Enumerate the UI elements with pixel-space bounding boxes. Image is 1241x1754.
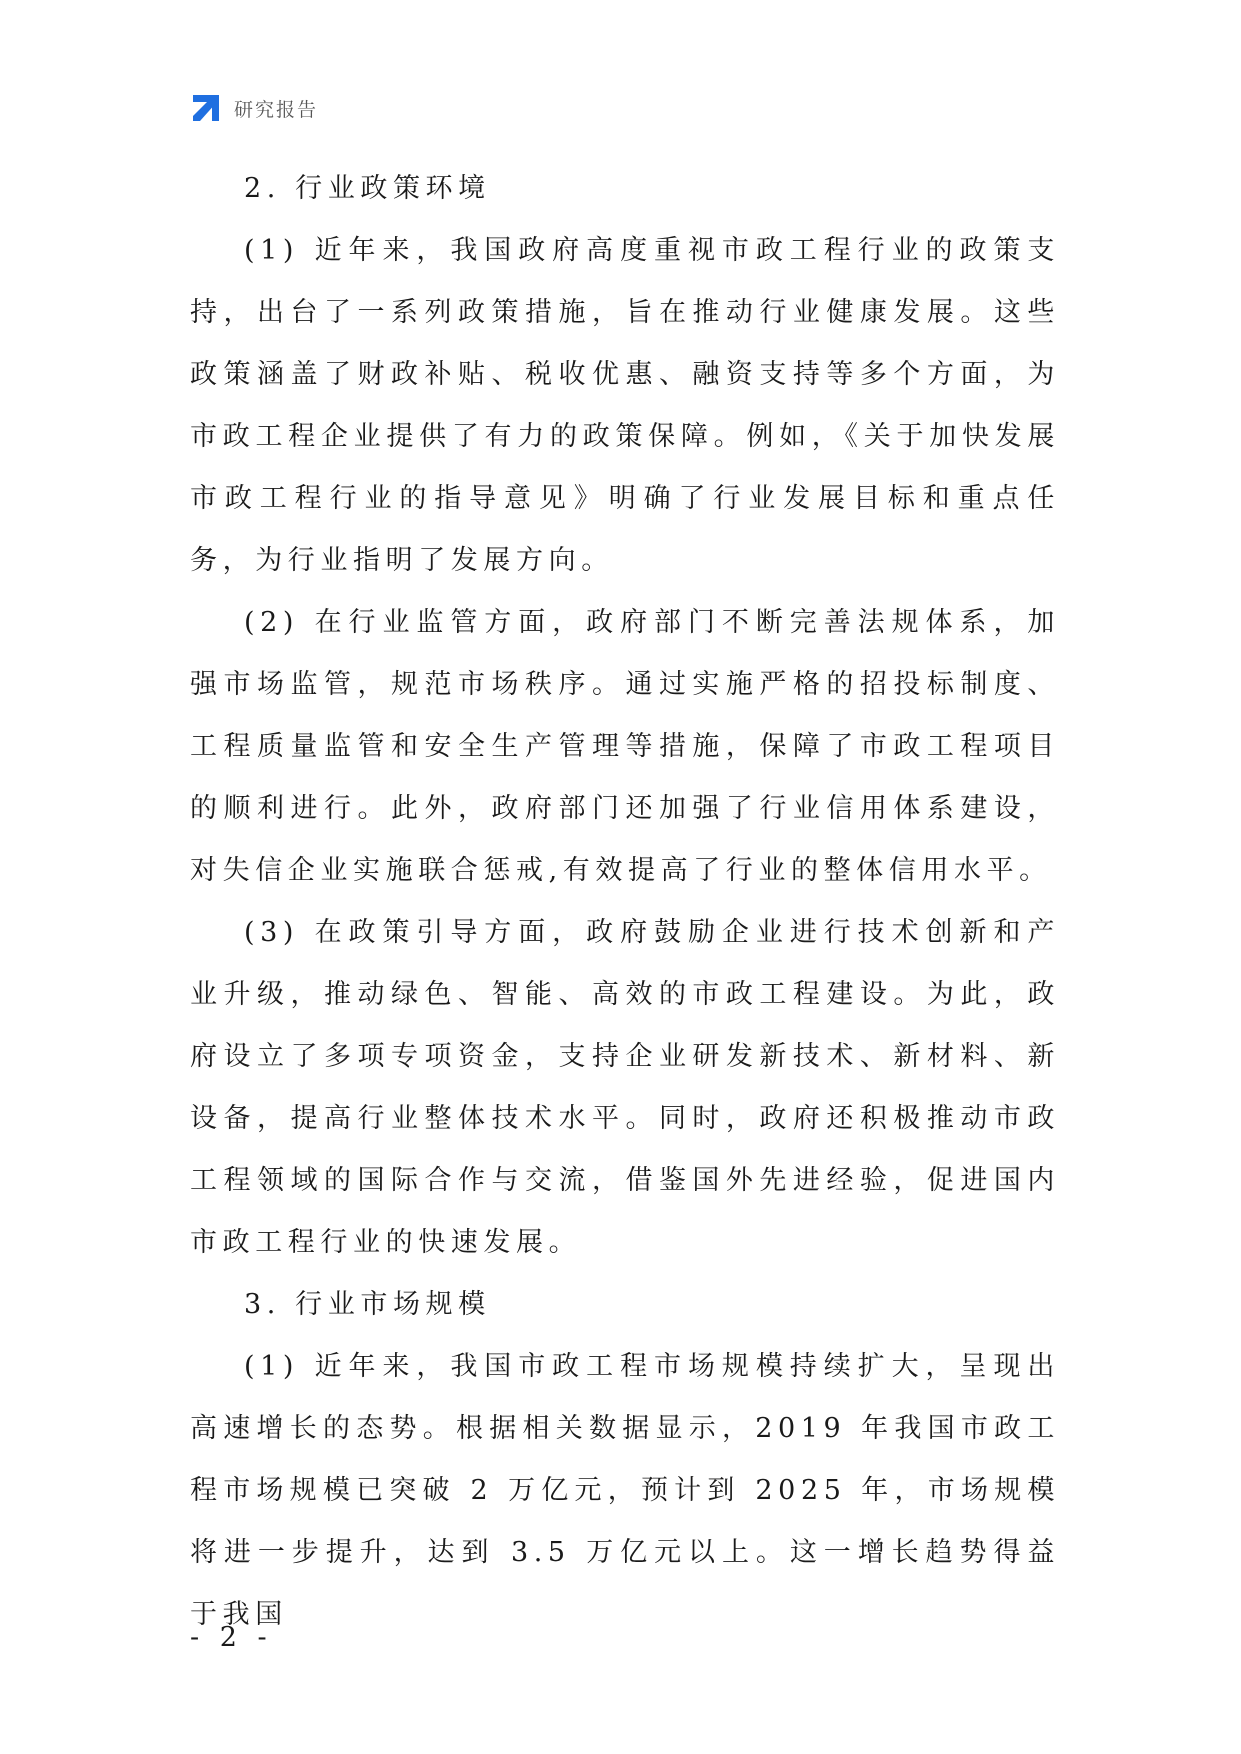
paragraph: (3) 在政策引导方面，政府鼓励企业进行技术创新和产业升级，推动绿色、智能、高效的市政工程建设。为此，政府设立了多项专项资金，支持企业研发新技术、新材料、新设备，提高行业整体技术水平。同时，政府还积极推动市政工程领域的国际合作与交流，借鉴国外先进经验，促进国内市政工程行业的快速发展。 [190,917,1060,1258]
report-label: 研究报告 [234,98,319,121]
section-heading: 3. 行业市场规模 [244,1289,491,1320]
page-header [190,88,318,128]
document-body [190,158,1060,1646]
page-number: - 2 - [190,1622,273,1653]
paragraph: (1) 近年来，我国市政工程市场规模持续扩大，呈现出高速增长的态势。根据相关数据显示，2019 年我国市政工程市场规模已突破 2 万亿元，预计到 2025 年，市场规模将进一步提升，达到 3.5 万亿元以上。这一增长趋势得益于我国 [190,1351,1060,1630]
section-heading: 2. 行业政策环境 [244,173,491,204]
paragraph: (2) 在行业监管方面，政府部门不断完善法规体系，加强市场监管，规范市场秩序。通过实施严格的招投标制度、工程质量监管和安全生产管理等措施，保障了市政工程项目的顺利进行。此外，政府部门还加强了行业信用体系建设，对失信企业实施联合惩戒,有效提高了行业的整体信用水平。 [190,607,1060,886]
arrow-up-right-icon [190,92,222,124]
paragraph: (1) 近年来，我国政府高度重视市政工程行业的政策支持，出台了一系列政策措施，旨在推动行业健康发展。这些政策涵盖了财政补贴、税收优惠、融资支持等多个方面，为市政工程企业提供了有力的政策保障。例如，《关于加快发展市政工程行业的指导意见》明确了行业发展目标和重点任务，为行业指明了发展方向。 [190,235,1060,576]
